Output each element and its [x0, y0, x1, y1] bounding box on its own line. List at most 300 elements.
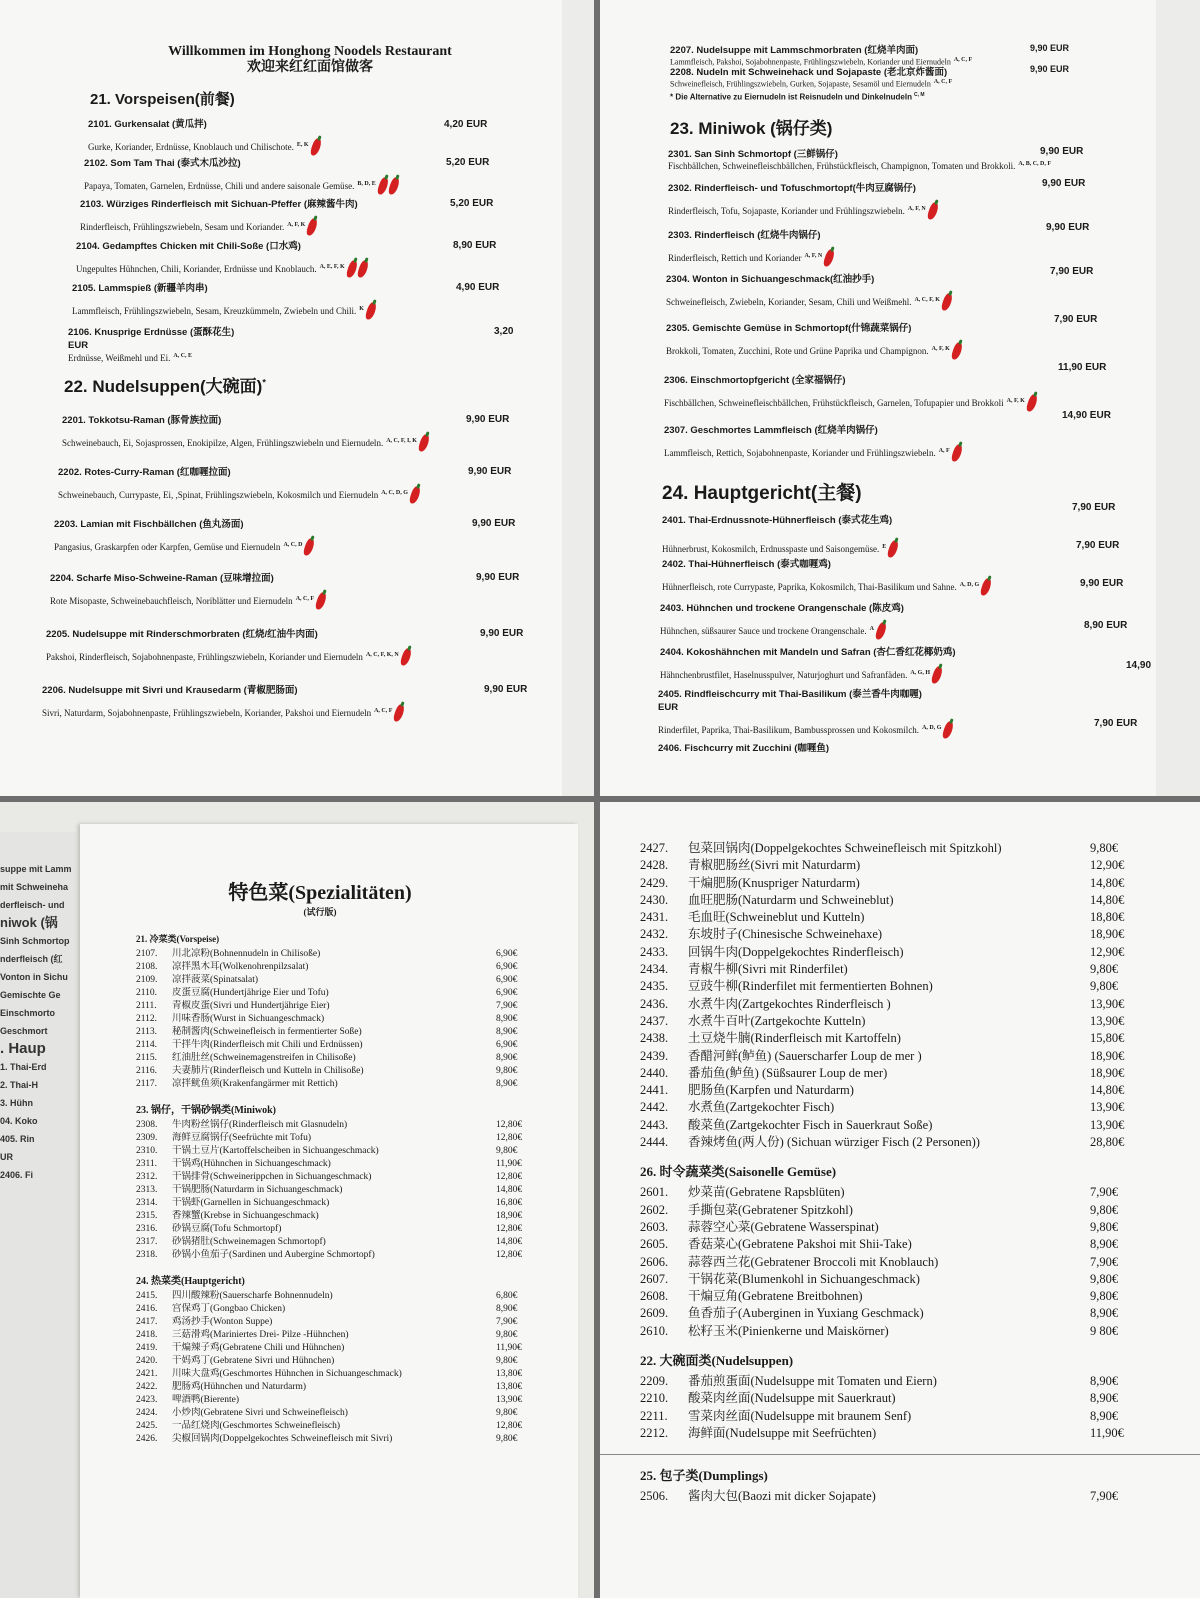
item-code: 2602. [640, 1202, 669, 1217]
menu-row [640, 1236, 1160, 1253]
item-price: 9,90 EUR [476, 572, 520, 583]
allergen-codes: A, C, F [374, 708, 393, 714]
item-name: 炒菜苗(Gebratene Rapsblüten) [688, 1185, 845, 1200]
item-name: 毛血旺(Schweineblut und Kutteln) [688, 910, 865, 925]
fragment-text: 3. Hühn [0, 1098, 33, 1108]
menu-item [660, 644, 956, 684]
item-name: 干锅花菜(Blumenkohl in Sichuangeschmack) [688, 1271, 920, 1286]
item-price: 18,90€ [496, 1211, 523, 1221]
item-desc: Fischbällchen, Schweinefleischbällchen, Frühstückfleisch, Garnelen, Tofupapier und Brokkoli [664, 398, 1004, 408]
chili-icon [345, 259, 358, 279]
menu-row [136, 1223, 556, 1236]
item-code: 2309. [136, 1133, 158, 1143]
menu-row [640, 1305, 1160, 1322]
item-price: 9,90 EUR [1030, 64, 1070, 74]
item-price: 8,90 EUR [1084, 620, 1128, 631]
item-code: 2107. [136, 949, 158, 959]
section-title-saisonelle-gemuese: 26. 时令蔬菜类(Saisonelle Gemüse) [640, 1164, 837, 1180]
item-code: 2434. [640, 962, 669, 977]
item-name: 2301. San Sinh Schmortopf (三鲜锅仔) [668, 149, 838, 160]
item-code: 2609. [640, 1306, 669, 1321]
specials-list [136, 930, 556, 1446]
menu-row [136, 1013, 556, 1026]
section-star: * [262, 377, 266, 388]
item-price: 3,20 [494, 326, 514, 337]
item-name: 2304. Wonton in Sichuangeschmack(红油抄手) [666, 274, 875, 285]
chili-icon [387, 176, 400, 196]
item-name: 青椒肥肠丝(Sivri mit Naturdarm) [688, 858, 861, 873]
item-code: 2315. [136, 1211, 158, 1221]
item-name: 水煮鱼(Zartgekochter Fisch) [688, 1100, 835, 1115]
fragment-text: nderfleisch (红 [0, 954, 63, 964]
item-code: 2433. [640, 944, 669, 959]
item-name: 2405. Rindfleischcurry mit Thai-Basilikum (泰兰香牛肉咖喱) [658, 689, 922, 700]
item-price: 18,90€ [1090, 927, 1125, 942]
allergen-codes: A, F, K [287, 222, 306, 228]
menu-item [666, 320, 961, 360]
note-text: * Die Alternative zu Eiernudeln ist Reisnudeln und Dinkelnudeln [670, 92, 912, 102]
menu-item [76, 238, 367, 278]
menu-row [136, 1236, 556, 1249]
item-desc: Hühnchen, süßsaurer Sauce und trockene Orangenschale. [660, 626, 867, 636]
item-desc: Hähnchenbrustfilet, Haselnusspulver, Naturjoghurt und Safranfäden. [660, 670, 908, 680]
allergen-codes: A, F, N [804, 253, 823, 259]
item-price: 12,80€ [496, 1224, 523, 1234]
item-name: 川味香肠(Wurst in Sichuangeschmack) [172, 1014, 325, 1024]
item-price: 6,80€ [496, 1291, 518, 1301]
menu-row [136, 1065, 556, 1078]
item-price: 11,90€ [496, 1159, 522, 1169]
menu-row [640, 1488, 1160, 1505]
item-code: 2429. [640, 875, 669, 890]
menu-row [136, 1158, 556, 1171]
chili-icon [950, 341, 963, 361]
menu-item [668, 146, 1051, 171]
allergen-codes: A, C, D [283, 542, 303, 548]
item-code: 2108. [136, 962, 158, 972]
note-codes: C, M [913, 92, 925, 98]
item-name: 雪菜肉丝面(Nudelsuppe mit braunem Senf) [688, 1408, 912, 1423]
item-price: 9,90 EUR [480, 628, 524, 639]
item-price: 9,80€ [1090, 1219, 1119, 1234]
item-name: 2205. Nudelsuppe mit Rinderschmorbraten (红烧/红油牛肉面) [46, 629, 318, 640]
item-code: 2423. [136, 1395, 158, 1405]
allergen-codes: A, B, C, D, F [1018, 161, 1052, 167]
fragment-text: 1. Thai-Erd [0, 1062, 47, 1072]
item-name: 干锅排骨(Schweinerippchen in Sichuangeschmack) [172, 1172, 372, 1182]
item-price: 11,90€ [1090, 1425, 1124, 1440]
menu-row [640, 1288, 1160, 1305]
allergen-codes: A, C, F [953, 57, 973, 63]
menu-row [640, 1390, 1160, 1407]
item-price: 13,90€ [1090, 1100, 1125, 1115]
item-code: 2115. [136, 1053, 158, 1063]
item-code: 2117. [136, 1079, 158, 1089]
item-name: 2406. Fischcurry mit Zucchini (咖喱鱼) [658, 743, 830, 754]
item-name: 干妈鸡丁(Gebratene Sivri und Hühnchen) [172, 1356, 335, 1366]
item-code: 2607. [640, 1271, 669, 1286]
item-name: 2105. Lammspieß (新疆羊肉串) [72, 283, 208, 294]
item-desc: Papaya, Tomaten, Garnelen, Erdnüsse, Chili und andere saisonale Gemüse. [84, 181, 355, 191]
divider [600, 1454, 1200, 1455]
menu-item [72, 280, 375, 320]
chili-icon [1025, 393, 1038, 413]
specials-title: 特色菜(Spezialitäten) [228, 882, 412, 904]
item-desc: Sivri, Naturdarm, Sojabohnenpaste, Frühlingszwiebeln, Koriander, Pakshoi und Eiernudeln [42, 708, 372, 718]
chili-icon [940, 292, 953, 312]
item-price: 8,90€ [1090, 1391, 1119, 1406]
fragment-text: derfleisch- und [0, 900, 65, 910]
item-price: 13,90€ [496, 1395, 523, 1405]
item-desc: Erdnüsse, Weißmehl und Ei. [68, 353, 171, 363]
menu-row [640, 961, 1160, 978]
item-price: 9,80€ [1090, 1289, 1119, 1304]
item-name: 回锅牛肉(Doppelgekochtes Rinderfleisch) [688, 944, 904, 959]
item-price: 7,90€ [1090, 1489, 1119, 1504]
menu-item [80, 196, 358, 236]
item-price: 14,80€ [1090, 1083, 1125, 1098]
section-title-text: 22. Nudelsuppen(大碗面) [64, 377, 263, 396]
menu-row [136, 1145, 556, 1158]
item-name: 2101. Gurkensalat (黄瓜拌) [88, 119, 207, 130]
item-price: 4,90 EUR [456, 282, 500, 293]
item-price: 9,90 EUR [466, 414, 510, 425]
menu-item [666, 271, 951, 311]
item-price: 11,90 EUR [1058, 362, 1107, 373]
item-name: 海鲜面(Nudelsuppe mit Seefrüchten) [688, 1425, 877, 1440]
menu-item [46, 626, 410, 666]
item-price: 9,90 EUR [468, 466, 512, 477]
menu-row [136, 1078, 556, 1091]
item-desc: Rote Misopaste, Schweinebauchfleisch, Noriblätter und Eiernudeln [50, 596, 293, 606]
item-price: 9,90 EUR [484, 684, 528, 695]
item-code: 2110. [136, 988, 158, 998]
allergen-codes: A, C, F, I, K [386, 438, 417, 444]
menu-row [136, 987, 556, 1000]
item-code: 2437. [640, 1013, 669, 1028]
item-price-unit: EUR [658, 702, 679, 713]
menu-row [136, 1316, 556, 1329]
dish-rows [640, 1373, 1160, 1442]
item-price: 9,80€ [496, 1408, 518, 1418]
allergen-codes: A, F, N [907, 206, 926, 212]
item-desc: Schweinebauch, Currypaste, Ei, ,Spinat, Frühlingszwiebeln, Kokosmilch und Eiernudeln [58, 490, 379, 500]
menu-item [662, 556, 990, 596]
item-code: 2443. [640, 1117, 669, 1132]
section-title-nudelsuppen [64, 372, 266, 397]
section-title-vorspeisen: 21. Vorspeisen(前餐) [90, 91, 235, 108]
item-code: 2422. [136, 1382, 158, 1392]
allergen-codes: A, D, G [922, 725, 942, 731]
menu-row [136, 974, 556, 987]
item-name: 酱肉大包(Baozi mit dicker Sojapate) [688, 1489, 876, 1504]
menu-row [136, 1342, 556, 1355]
item-code: 2311. [136, 1159, 158, 1169]
item-price: 9,80€ [1090, 979, 1119, 994]
item-price: 9,80€ [1090, 962, 1119, 977]
item-code: 2417. [136, 1317, 158, 1327]
item-price: 9 80€ [1090, 1323, 1119, 1338]
item-code: 2438. [640, 1031, 669, 1046]
specials-header [80, 876, 560, 918]
item-code: 2431. [640, 910, 669, 925]
item-name: 干锅鸡(Hühnchen in Sichuangeschmack) [172, 1159, 331, 1169]
menu-row [136, 1368, 556, 1381]
fragment-text: suppe mit Lamm [0, 864, 72, 874]
item-price: 8,90€ [1090, 1306, 1119, 1321]
menu-row [640, 840, 1160, 857]
chili-icon [930, 665, 943, 685]
item-name: 2104. Gedampftes Chicken mit Chili-Soße (口水鸡) [76, 241, 301, 252]
allergen-codes: A, C, F, K, N [365, 652, 399, 658]
item-price: 9,80€ [496, 1146, 518, 1156]
item-price: 15,80€ [1090, 1031, 1125, 1046]
section-rows [136, 1119, 556, 1262]
chili-icon [314, 591, 327, 611]
item-code: 2211. [640, 1408, 668, 1423]
item-name: 2103. Würziges Rinderfleisch mit Sichuan-Pfeffer (麻辣酱牛肉) [80, 199, 358, 210]
item-name: 凉拌鱿鱼须(Krakenfangärmer mit Rettich) [172, 1079, 338, 1089]
item-price: 18,80€ [1090, 910, 1125, 925]
item-name: 秘制酱肉(Schweinefleisch in fermentierter Soße) [172, 1027, 362, 1037]
item-code: 2116. [136, 1066, 158, 1076]
item-price: 14,80€ [496, 1237, 523, 1247]
item-name: 番茄鱼(鲈鱼) (Süßsaurer Loup de mer) [688, 1065, 888, 1080]
menu-row [136, 1000, 556, 1013]
item-code: 2317. [136, 1237, 158, 1247]
menu-row [640, 1099, 1160, 1116]
item-price: 5,20 EUR [450, 198, 494, 209]
item-name: 蒜蓉空心菜(Gebratene Wasserspinat) [688, 1219, 879, 1234]
item-name: 四川酸辣粉(Sauerscharfe Bohnennudeln) [172, 1291, 333, 1301]
menu-item [62, 412, 428, 452]
item-name: 2302. Rinderfleisch- und Tofuschmortopf(牛肉豆腐锅仔) [668, 183, 916, 194]
item-price: 7,90 EUR [1094, 718, 1138, 729]
item-price: 7,90 EUR [1076, 540, 1120, 551]
item-price-unit: EUR [68, 340, 89, 351]
item-price: 14,90 [1126, 660, 1152, 671]
item-desc: Hühnerfleisch, rote Currypaste, Paprika, Kokosmilch, Thai-Basilikum und Sahne. [662, 582, 957, 592]
item-desc: Hühnerbrust, Kokosmilch, Erdnusspaste und Saisongemüse. [662, 544, 880, 554]
item-code: 2209. [640, 1374, 669, 1389]
item-name: 香醋河鲜(鲈鱼) (Sauerscharfer Loup de mer ) [688, 1048, 922, 1063]
item-price: 14,80€ [1090, 875, 1125, 890]
fragment-text: 2406. Fi [0, 1170, 34, 1180]
item-price: 9,80€ [1090, 1202, 1119, 1217]
item-price: 8,90€ [496, 1304, 518, 1314]
item-price: 8,90€ [496, 1027, 518, 1037]
item-price: 6,90€ [496, 962, 518, 972]
fragment-text: 04. Koko [0, 1116, 38, 1126]
item-name: 砂锅小鱼茄子(Sardinen und Aubergine Schmortopf) [172, 1250, 375, 1260]
menu-row [640, 909, 1160, 926]
item-price: 18,90€ [1090, 1048, 1125, 1063]
section-title-vorspeise: 21. 冷菜类(Vorspeise) [136, 934, 220, 944]
menu-item [58, 464, 419, 504]
dish-rows [640, 1488, 1160, 1505]
menu-sheet [600, 0, 1156, 796]
chili-icon [823, 248, 836, 268]
item-price: 9,90 EUR [1046, 222, 1090, 233]
item-desc: Lammfleisch, Frühlingszwiebeln, Sesam, Kreuzkümmeln, Zwiebeln und Chili. [72, 306, 357, 316]
item-name: 干拌牛肉(Rinderfleisch mit Chili und Erdnüssen) [172, 1040, 363, 1050]
menu-row [136, 1249, 556, 1262]
chili-icon [926, 201, 939, 221]
item-price: 13,90€ [1090, 996, 1125, 1011]
item-code: 2111. [136, 1001, 157, 1011]
allergen-codes: A, C, F [295, 596, 315, 602]
menu-row [640, 1013, 1160, 1030]
item-price: 7,90 EUR [1072, 502, 1116, 513]
item-name: 小炒肉(Gebratene Sivri und Schweinefleisch) [172, 1408, 348, 1418]
menu-row [136, 1026, 556, 1039]
item-name: 砂锅猪肚(Schweinemagen Schmortopf) [172, 1237, 326, 1247]
fragment-text: Vonton in Sichu [0, 972, 68, 982]
menu-row [136, 1329, 556, 1342]
menu-photo-spezialitaeten [0, 802, 594, 1598]
item-name: 红油肚丝(Schweinemagenstreifen in Chilisoße) [172, 1053, 356, 1063]
item-code: 2113. [136, 1027, 158, 1037]
welcome-header [100, 44, 520, 76]
menu-row [136, 1433, 556, 1446]
item-desc: Rinderfleisch, Rettich und Koriander [668, 253, 802, 263]
menu-item [660, 600, 904, 640]
menu-row [640, 1065, 1160, 1082]
menu-row [640, 944, 1160, 961]
item-code: 2442. [640, 1100, 669, 1115]
menu-item [664, 422, 961, 462]
menu-row [136, 961, 556, 974]
item-desc: Schweinebauch, Ei, Sojasprossen, Enokipilze, Algen, Frühlingszwiebeln und Eiernudeln. [62, 438, 384, 448]
menu-row [640, 1373, 1160, 1390]
menu-row [640, 996, 1160, 1013]
item-code: 2419. [136, 1343, 158, 1353]
item-price: 8,90€ [1090, 1374, 1119, 1389]
item-name: 2306. Einschmortopfgericht (全家福锅仔) [664, 375, 846, 386]
item-name: 2204. Scharfe Miso-Schweine-Raman (豆味增拉面) [50, 573, 274, 584]
allergen-codes: A, C, D, G [381, 490, 408, 496]
menu-item [664, 372, 1036, 412]
menu-photo-vorspeisen [0, 0, 594, 796]
item-code: 2441. [640, 1083, 669, 1098]
item-desc: Gurke, Koriander, Erdnüsse, Knoblauch und Chilischote. [88, 142, 294, 152]
item-price: 9,80€ [496, 1356, 518, 1366]
item-code: 2606. [640, 1254, 669, 1269]
item-price: 8,90€ [496, 1014, 518, 1024]
chili-icon [874, 621, 887, 641]
item-code: 2316. [136, 1224, 158, 1234]
item-code: 2421. [136, 1369, 158, 1379]
item-name: 干锅土豆片(Kartoffelscheiben in Sichuangeschmack) [172, 1146, 379, 1156]
item-name: 2106. Knusprige Erdnüsse (蛋酥花生) [68, 327, 235, 338]
item-code: 2313. [136, 1185, 158, 1195]
menu-item [42, 682, 403, 722]
item-name: 2404. Kokoshähnchen mit Mandeln und Safran (杏仁香红花椰奶鸡) [660, 647, 956, 658]
item-price: 14,80€ [1090, 892, 1125, 907]
menu-row [136, 1210, 556, 1223]
item-code: 2444. [640, 1135, 669, 1150]
item-price: 12,90€ [1090, 858, 1125, 873]
item-name: 肥肠鱼(Karpfen und Naturdarm) [688, 1083, 854, 1098]
menu-item [68, 324, 234, 363]
item-name: 宫保鸡丁(Gongbao Chicken) [172, 1304, 286, 1314]
allergen-codes: A, C, F [933, 79, 953, 85]
item-price: 18,90€ [1090, 1065, 1125, 1080]
item-name: 2305. Gemischte Gemüse in Schmortopf(什锦蔬菜锅仔) [666, 323, 912, 334]
menu-row [136, 1407, 556, 1420]
item-code: 2308. [136, 1120, 158, 1130]
menu-row [640, 1408, 1160, 1425]
allergen-codes: E [882, 544, 887, 550]
item-code: 2439. [640, 1048, 669, 1063]
menu-photo-miniwok [600, 0, 1200, 796]
item-code: 2440. [640, 1065, 669, 1080]
item-name: 干锅肥肠(Naturdarm in Sichuangeschmack) [172, 1185, 343, 1195]
allergen-codes: A, F [938, 448, 950, 454]
item-price: 5,20 EUR [446, 157, 490, 168]
section-title-hauptgericht: 24. 热菜类(Hauptgericht) [136, 1276, 245, 1287]
dish-rows [640, 840, 1160, 1151]
item-price: 9,90 EUR [472, 518, 516, 529]
item-name: 2206. Nudelsuppe mit Sivri und Krausedarm (青椒肥肠面) [42, 685, 298, 696]
dish-list [640, 840, 1160, 1506]
item-price: 13,90€ [1090, 1117, 1125, 1132]
menu-row [136, 1171, 556, 1184]
item-price: 9,80€ [496, 1330, 518, 1340]
item-name: 2401. Thai-Erdnussnote-Hühnerfleisch (泰式花生鸡) [662, 515, 893, 526]
menu-row [136, 1420, 556, 1433]
chili-icon [942, 720, 955, 740]
menu-row [136, 1381, 556, 1394]
menu-row [136, 1039, 556, 1052]
menu-row [640, 875, 1160, 892]
menu-item [668, 227, 833, 267]
fragment-text: Sinh Schmortop [0, 936, 70, 946]
chili-icon [303, 537, 316, 557]
item-name: 水煮牛百叶(Zartgekochte Kutteln) [688, 1013, 866, 1028]
item-price: 7,90 EUR [1050, 266, 1094, 277]
chili-icon [393, 703, 406, 723]
item-code: 2601. [640, 1185, 669, 1200]
menu-row [640, 1030, 1160, 1047]
item-price: 12,80€ [496, 1421, 523, 1431]
item-name: 干煸肥肠(Knuspriger Naturdarm) [688, 875, 860, 890]
section-title-dumplings: 25. 包子类(Dumplings) [640, 1468, 768, 1484]
item-price: 12,80€ [496, 1133, 523, 1143]
item-name: 2403. Hühnchen und trockene Orangenschale (陈皮鸡) [660, 603, 904, 614]
item-name: 2307. Geschmortes Lammfleisch (红烧羊肉锅仔) [664, 425, 878, 436]
chili-icon [950, 443, 963, 463]
allergen-codes: A, F, K [1006, 398, 1025, 404]
item-name: 尖椒回锅肉(Doppelgekochtes Schweinefleisch mit Sivri) [172, 1434, 393, 1444]
item-desc: Schweinefleisch, Zwiebeln, Koriander, Sesam, Chili und Weißmehl. [666, 297, 912, 307]
chili-icon [980, 577, 993, 597]
fragment-text: 405. Rin [0, 1134, 35, 1144]
allergen-codes: A, G, H [910, 670, 930, 676]
menu-row [640, 1048, 1160, 1065]
item-name: 2102. Som Tam Thai (泰式木瓜沙拉) [84, 158, 241, 169]
item-code: 2424. [136, 1408, 158, 1418]
item-name: 香辣烤鱼(两人份) (Sichuan würziger Fisch (2 Personen)) [688, 1135, 980, 1150]
item-code: 2426. [136, 1434, 158, 1444]
item-price: 9,80€ [496, 1434, 518, 1444]
item-code: 2436. [640, 996, 669, 1011]
allergen-codes: K [359, 306, 364, 312]
item-code: 2435. [640, 979, 669, 994]
item-price: 9,90 EUR [1080, 578, 1124, 589]
item-name: 海鲜豆腐锅仔(Seefrüchte mit Tofu) [172, 1133, 311, 1143]
fragment-text: Einschmorto [0, 1008, 56, 1018]
